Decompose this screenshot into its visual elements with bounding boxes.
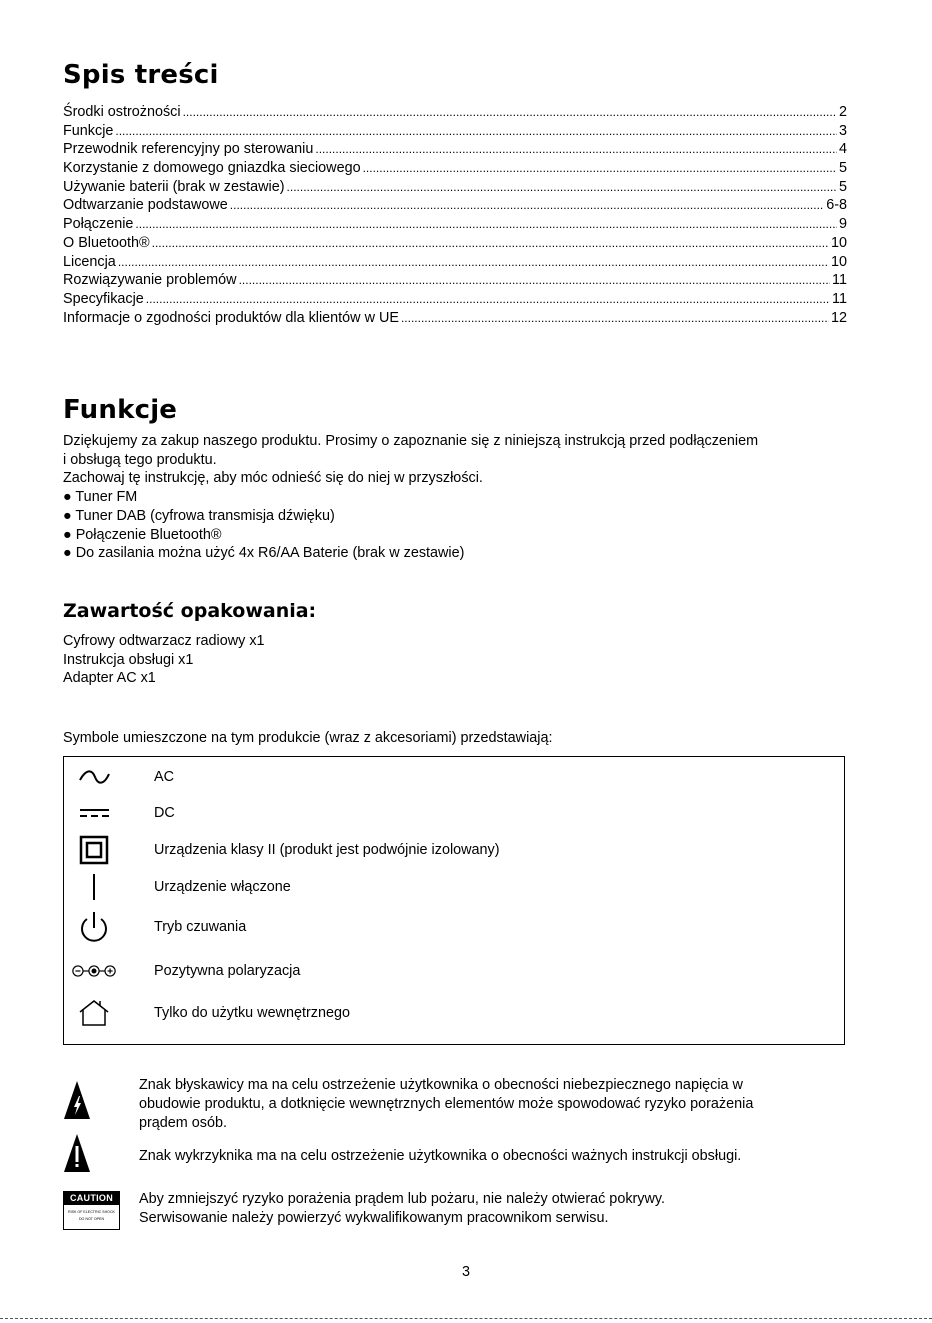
symbol-label: Urządzenie włączone [154,879,291,895]
toc-entry-label: Specyfikacje [63,290,144,307]
toc-entry-label: Rozwiązywanie problemów [63,272,237,289]
feature-bullet: ● Do zasilania można użyć 4x R6/AA Baterie (brak w zestawie) [63,545,465,562]
caution-label: CAUTION [64,1192,119,1205]
toc-entry-page: 10 [830,253,847,270]
toc-entry-page: 12 [830,309,847,326]
symbol-label: AC [154,769,174,785]
toc-entry [63,309,847,328]
toc-entry [63,234,847,253]
toc-entry [63,122,847,141]
package-item: Cyfrowy odtwarzacz radiowy x1 [63,633,265,649]
warning-line: Znak błyskawicy ma na celu ostrzeżenie użytkownika o obecności niebezpiecznego napięcia w [139,1077,743,1093]
intro-line: i obsługą tego produktu. [63,451,217,468]
toc-entry-page: 3 [838,122,847,139]
feature-bullet: ● Połączenie Bluetooth® [63,526,222,543]
power-on-icon [72,867,116,907]
toc-entry-label: Licencja [63,253,116,270]
symbol-row [64,793,844,833]
toc-entry-label: Połączenie [63,216,134,233]
polarity-icon [72,951,116,991]
symbol-row [64,830,844,870]
feature-bullet: ● Tuner DAB (cyfrowa transmisja dźwięku) [63,507,335,524]
features-title: Funkcje [63,395,178,425]
intro-line: Zachowaj tę instrukcję, aby móc odnieść się do niej w przyszłości. [63,470,483,487]
caution-text [139,1190,839,1228]
caution-subtext: DO NOT OPEN [78,1217,105,1221]
toc-leader-dots [152,234,829,253]
toc-entry-page: 9 [838,216,847,233]
toc-entry-label: Korzystanie z domowego gniazdka sieciowego [63,160,361,177]
toc-entry-label: Środki ostrożności [63,104,181,120]
toc-entry [63,159,847,178]
symbol-row [64,993,844,1033]
symbol-row [64,757,844,797]
symbol-label: DC [154,805,175,821]
toc-entry [63,253,847,272]
toc-leader-dots [183,103,837,122]
toc-entry [63,196,847,215]
toc-entry-page: 10 [830,234,847,251]
toc-entry-page: 4 [838,141,847,158]
toc-leader-dots [146,290,830,309]
toc-leader-dots [401,309,829,328]
page-bottom-divider [0,1318,932,1319]
toc-entry [63,290,847,309]
symbol-row [64,951,844,991]
toc-entry-page: 6-8 [826,197,847,214]
toc-entry-label: Przewodnik referencyjny po sterowaniu [63,141,314,158]
symbols-intro: Symbole umieszczone na tym produkcie (wraz z akcesoriami) przedstawiają: [63,730,553,746]
caution-label-icon [63,1191,120,1230]
toc-leader-dots [135,215,837,234]
package-title: Zawartość opakowania: [63,600,317,622]
toc-entry-label: Używanie baterii (brak w zestawie) [63,178,285,195]
toc-entry-page: 2 [838,104,847,120]
toc-leader-dots [115,122,837,141]
toc-entry-label: Funkcje [63,122,114,139]
warning-line: obudowie produktu, a dotknięcie wewnętrznych elementów może spowodować ryzyko porażenia [139,1096,754,1112]
toc-entry [63,178,847,197]
symbol-label: Tylko do użytku wewnętrznego [154,1005,350,1021]
symbol-label: Tryb czuwania [154,919,247,935]
symbol-row [64,867,844,907]
indoor-use-icon [72,993,116,1033]
toc-leader-dots [363,159,837,178]
toc-leader-dots [315,140,837,159]
toc-leader-dots [287,178,837,197]
lightning-warning-icon [63,1080,91,1125]
toc-entry-page: 5 [838,160,847,177]
toc-entry-label: Informacje o zgodności produktów dla klientów w UE [63,309,399,326]
toc-leader-dots [230,196,824,215]
toc-leader-dots [118,253,829,272]
toc-entry-page: 5 [838,178,847,195]
toc-list [63,103,847,327]
features-body [63,432,853,563]
class-ii-icon [72,830,116,870]
toc-entry-label: O Bluetooth® [63,234,150,251]
exclamation-warning-text: Znak wykrzyknika ma na celu ostrzeżenie użytkownika o obecności ważnych instrukcji obsługi. [139,1148,742,1164]
toc-title: Spis treści [63,60,219,90]
intro-line: Dziękujemy za zakup naszego produktu. Prosimy o zapoznanie się z niniejszą instrukcją przed podłączeniem [63,433,759,449]
warning-line: prądem osób. [139,1115,227,1131]
package-item: Instrukcja obsługi x1 [63,651,194,668]
dc-icon [72,793,116,833]
exclamation-warning-icon [63,1133,91,1178]
symbol-label: Urządzenia klasy II (produkt jest podwójnie izolowany) [154,842,500,858]
symbols-table [63,756,845,1045]
toc-entry-label: Odtwarzanie podstawowe [63,197,228,214]
package-list [63,632,265,688]
caution-subtext: RISK OF ELECTRIC SHOCK [68,1210,115,1214]
toc-entry [63,271,847,290]
toc-entry [63,140,847,159]
toc-entry [63,103,847,122]
ac-icon [72,757,116,797]
standby-icon [72,907,116,947]
symbol-row [64,907,844,947]
package-item: Adapter AC x1 [63,670,156,687]
symbol-label: Pozytywna polaryzacja [154,963,301,979]
toc-entry [63,215,847,234]
warning-line: Aby zmniejszyć ryzyko porażenia prądem lub pożaru, nie należy otwierać pokrywy. [139,1191,666,1207]
feature-bullet: ● Tuner FM [63,489,138,506]
page-number: 3 [461,1264,470,1280]
toc-entry-page: 11 [832,272,847,289]
warning-line: Serwisowanie należy powierzyć wykwalifikowanym pracownikom serwisu. [139,1210,609,1226]
toc-leader-dots [239,271,830,290]
toc-entry-page: 11 [832,290,847,307]
lightning-warning-text [139,1076,839,1133]
